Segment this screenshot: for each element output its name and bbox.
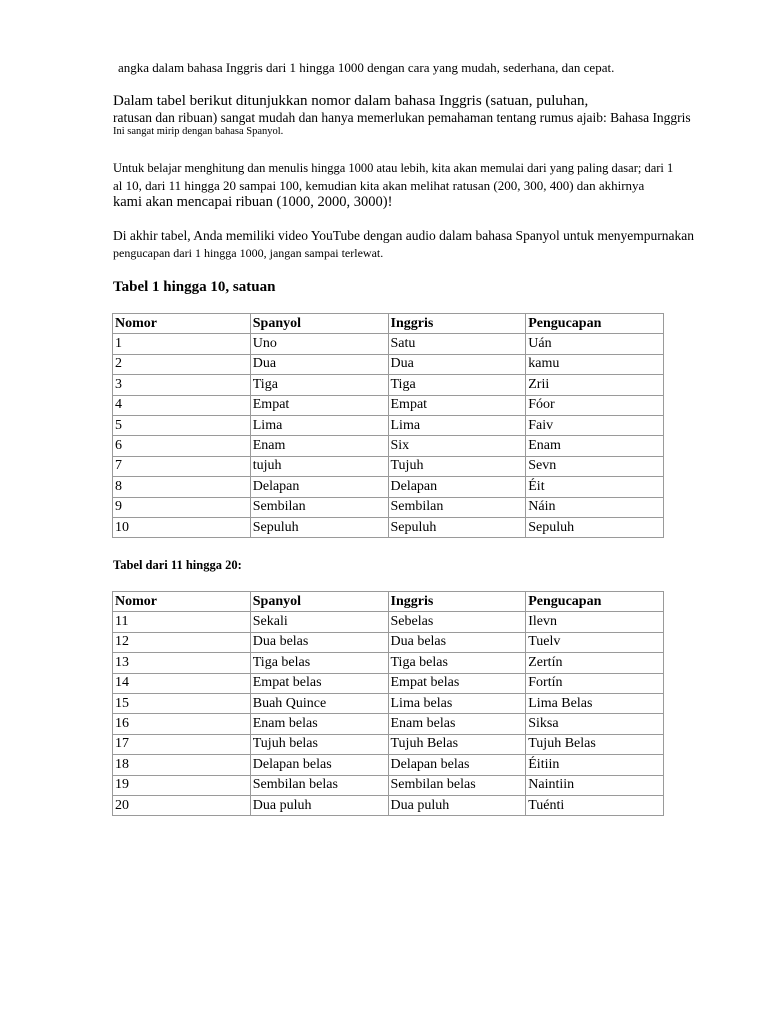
table-cell: Sepuluh bbox=[250, 517, 388, 537]
table-header-row bbox=[113, 314, 664, 334]
table-cell: 1 bbox=[113, 334, 251, 354]
intro-line-6: al 10, dari 11 hingga 20 sampai 100, kemudian kita akan melihat ratusan (200, 300, 400) dan akhirnya bbox=[113, 178, 645, 193]
column-header: Nomor bbox=[113, 314, 251, 334]
column-header: Inggris bbox=[388, 314, 526, 334]
table-cell: Fortín bbox=[526, 673, 664, 693]
table-cell: 16 bbox=[113, 714, 251, 734]
table-cell: 14 bbox=[113, 673, 251, 693]
table-row bbox=[113, 375, 664, 395]
numbers-table-1-10 bbox=[112, 313, 664, 538]
table-row bbox=[113, 653, 664, 673]
table-cell: Faiv bbox=[526, 415, 664, 435]
table-cell: Tiga belas bbox=[250, 653, 388, 673]
table-cell: Sepuluh bbox=[526, 517, 664, 537]
column-header: Inggris bbox=[388, 592, 526, 612]
table-row bbox=[113, 693, 664, 713]
table-cell: Dua puluh bbox=[250, 795, 388, 815]
table-cell: 5 bbox=[113, 415, 251, 435]
table-cell: 19 bbox=[113, 775, 251, 795]
table-row bbox=[113, 334, 664, 354]
numbers-table-11-20 bbox=[112, 591, 664, 816]
table-cell: Delapan belas bbox=[388, 755, 526, 775]
table-row bbox=[113, 497, 664, 517]
table-cell: Tiga bbox=[388, 375, 526, 395]
table-cell: Buah Quince bbox=[250, 693, 388, 713]
table-row bbox=[113, 415, 664, 435]
intro-line-1: angka dalam bahasa Inggris dari 1 hingga 1000 dengan cara yang mudah, sederhana, dan cepat. bbox=[118, 60, 615, 75]
table-cell: 4 bbox=[113, 395, 251, 415]
table-cell: Sembilan bbox=[388, 497, 526, 517]
table-cell: 20 bbox=[113, 795, 251, 815]
table-cell: Dua puluh bbox=[388, 795, 526, 815]
table-cell: 8 bbox=[113, 477, 251, 497]
table-cell: Empat bbox=[388, 395, 526, 415]
table-cell: Tuénti bbox=[526, 795, 664, 815]
table-cell: Tujuh Belas bbox=[388, 734, 526, 754]
table-cell: Éit bbox=[526, 477, 664, 497]
table-cell: Zrii bbox=[526, 375, 664, 395]
column-header: Nomor bbox=[113, 592, 251, 612]
table-cell: Tiga bbox=[250, 375, 388, 395]
table-cell: 13 bbox=[113, 653, 251, 673]
table-cell: 6 bbox=[113, 436, 251, 456]
table-cell: Enam bbox=[526, 436, 664, 456]
table-row bbox=[113, 755, 664, 775]
table-cell: Naintiin bbox=[526, 775, 664, 795]
table-row bbox=[113, 395, 664, 415]
table-cell: Empat belas bbox=[250, 673, 388, 693]
table-cell: Siksa bbox=[526, 714, 664, 734]
table-cell: Sepuluh bbox=[388, 517, 526, 537]
table-cell: Enam bbox=[250, 436, 388, 456]
table-row bbox=[113, 612, 664, 632]
table-cell: Sembilan belas bbox=[388, 775, 526, 795]
table-cell: Delapan bbox=[388, 477, 526, 497]
column-header: Spanyol bbox=[250, 592, 388, 612]
table-cell: Uán bbox=[526, 334, 664, 354]
table-cell: Tuelv bbox=[526, 632, 664, 652]
table-cell: Dua bbox=[250, 354, 388, 374]
table-cell: 2 bbox=[113, 354, 251, 374]
table-row bbox=[113, 477, 664, 497]
intro-line-8: Di akhir tabel, Anda memiliki video YouTube dengan audio dalam bahasa Spanyol untuk menyempurnakan bbox=[113, 228, 695, 243]
table-cell: Ilevn bbox=[526, 612, 664, 632]
table-cell: Náin bbox=[526, 497, 664, 517]
table-cell: Zertín bbox=[526, 653, 664, 673]
table-cell: Lima bbox=[250, 415, 388, 435]
table1-title: Tabel 1 hingga 10, satuan bbox=[113, 279, 276, 295]
table-cell: 18 bbox=[113, 755, 251, 775]
table-cell: Empat belas bbox=[388, 673, 526, 693]
table-row bbox=[113, 795, 664, 815]
table-row bbox=[113, 456, 664, 476]
column-header: Pengucapan bbox=[526, 592, 664, 612]
table-cell: Sekali bbox=[250, 612, 388, 632]
table-cell: 10 bbox=[113, 517, 251, 537]
table-cell: Dua belas bbox=[388, 632, 526, 652]
intro-line-9: pengucapan dari 1 hingga 1000, jangan sampai terlewat. bbox=[113, 246, 384, 260]
table-cell: kamu bbox=[526, 354, 664, 374]
intro-line-4: Ini sangat mirip dengan bahasa Spanyol. bbox=[113, 126, 284, 137]
table-cell: Dua bbox=[388, 354, 526, 374]
column-header: Pengucapan bbox=[526, 314, 664, 334]
table-cell: Six bbox=[388, 436, 526, 456]
table-cell: Tiga belas bbox=[388, 653, 526, 673]
table-cell: Empat bbox=[250, 395, 388, 415]
table-cell: Fóor bbox=[526, 395, 664, 415]
table-cell: Enam belas bbox=[250, 714, 388, 734]
table-cell: Éitiin bbox=[526, 755, 664, 775]
table-cell: Delapan bbox=[250, 477, 388, 497]
table-header-row bbox=[113, 592, 664, 612]
table-cell: Sevn bbox=[526, 456, 664, 476]
table-cell: Lima bbox=[388, 415, 526, 435]
table-row bbox=[113, 436, 664, 456]
table-cell: Tujuh bbox=[388, 456, 526, 476]
table-cell: 12 bbox=[113, 632, 251, 652]
table-cell: Lima Belas bbox=[526, 693, 664, 713]
table-row bbox=[113, 673, 664, 693]
table2-title: Tabel dari 11 hingga 20: bbox=[113, 558, 242, 572]
table-row bbox=[113, 714, 664, 734]
table-cell: Delapan belas bbox=[250, 755, 388, 775]
table-cell: Lima belas bbox=[388, 693, 526, 713]
table-cell: Tujuh belas bbox=[250, 734, 388, 754]
intro-line-3: ratusan dan ribuan) sangat mudah dan hanya memerlukan pemahaman tentang rumus ajaib: Bahasa Inggris bbox=[113, 110, 691, 125]
table-cell: Tujuh Belas bbox=[526, 734, 664, 754]
table-cell: 9 bbox=[113, 497, 251, 517]
table-cell: Sebelas bbox=[388, 612, 526, 632]
table-row bbox=[113, 632, 664, 652]
table-cell: Enam belas bbox=[388, 714, 526, 734]
table-cell: tujuh bbox=[250, 456, 388, 476]
table-cell: Satu bbox=[388, 334, 526, 354]
intro-line-2: Dalam tabel berikut ditunjukkan nomor dalam bahasa Inggris (satuan, puluhan, bbox=[113, 93, 589, 109]
table-row bbox=[113, 354, 664, 374]
table-row bbox=[113, 517, 664, 537]
table-cell: Sembilan bbox=[250, 497, 388, 517]
intro-line-7: kami akan mencapai ribuan (1000, 2000, 3000)! bbox=[113, 194, 393, 210]
table-row bbox=[113, 734, 664, 754]
column-header: Spanyol bbox=[250, 314, 388, 334]
table-cell: 11 bbox=[113, 612, 251, 632]
table-cell: Uno bbox=[250, 334, 388, 354]
table-cell: Sembilan belas bbox=[250, 775, 388, 795]
table-cell: 7 bbox=[113, 456, 251, 476]
table-cell: Dua belas bbox=[250, 632, 388, 652]
table-row bbox=[113, 775, 664, 795]
intro-line-5: Untuk belajar menghitung dan menulis hingga 1000 atau lebih, kita akan memulai dari yang paling dasar; dari 1 bbox=[113, 161, 674, 175]
table-cell: 3 bbox=[113, 375, 251, 395]
table-cell: 15 bbox=[113, 693, 251, 713]
table-cell: 17 bbox=[113, 734, 251, 754]
